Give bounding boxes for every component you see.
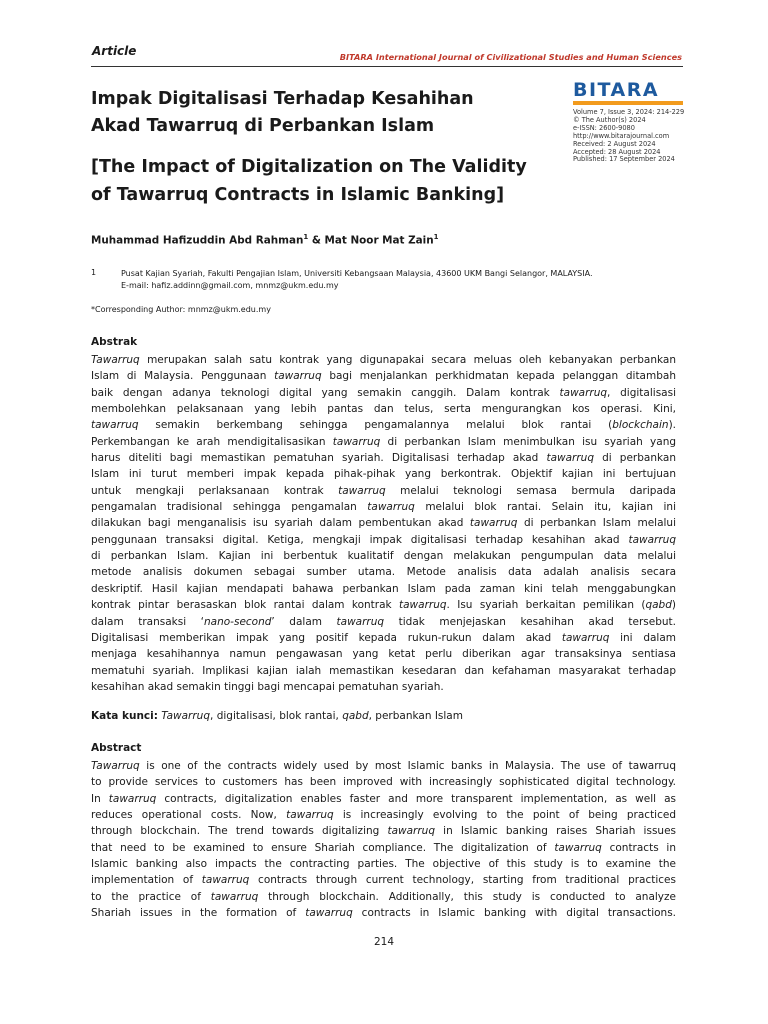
text-line [91, 614, 676, 630]
affiliation-number: 1 [91, 268, 97, 277]
text-line [91, 856, 676, 872]
meta-accepted: Accepted: 28 August 2024 [573, 147, 661, 156]
text-line [91, 417, 676, 433]
text-line [91, 679, 676, 695]
text-line [91, 872, 676, 888]
author-affiliation-mark: 1 [433, 233, 439, 241]
text-line [91, 807, 676, 823]
article-label: Article [92, 44, 137, 58]
affiliation-address: Pusat Kajian Syariah, Fakulti Pengajian Islam, Universiti Kebangsaan Malaysia, 43600 UKM Bangi Selangor, MALAYSIA. [121, 269, 593, 278]
text-run: deskriptif. Hasil kajian mendapati bahawa perbankan Islam pada zaman kini telah menggabungkan [91, 582, 676, 595]
text-run: melalui blok rantai. Selain itu, kajian ini [414, 501, 676, 514]
text-run: ’ dalam [271, 615, 337, 628]
text-line [91, 548, 676, 564]
text-run: bagi menjalankan perkhidmatan kepada pelanggan ditambah [321, 370, 676, 383]
text-line [91, 564, 676, 580]
italic-term: tawarruq [559, 386, 608, 399]
text-line [91, 450, 676, 466]
text-line [91, 663, 676, 679]
text-run: menjaga kesahihannya namun pengawasan yang ketat perlu diberikan agar transaksinya sentiasa [91, 648, 676, 661]
text-line [91, 515, 676, 531]
text-run: metode analisis dokumen sebagai sumber utama. Metode analisis data adalah analisis secara [91, 566, 676, 579]
author-list [91, 233, 439, 246]
text-run: di perbankan [593, 452, 676, 465]
text-run: mematuhi syariah. Implikasi kajian ialah memastikan kesedaran dan kefahaman masyarakat terhadap [91, 664, 676, 677]
italic-term: Tawarruq [91, 354, 140, 366]
text-line [91, 791, 676, 807]
abstract-body [91, 758, 676, 921]
italic-term: tawarruq [367, 501, 415, 514]
text-run: Perkembangan ke arah mendigitalisasikan [91, 435, 333, 448]
corresponding-author: *Corresponding Author: mnmz@ukm.edu.my [91, 305, 271, 314]
italic-term: tawarruq [91, 419, 139, 432]
journal-name: BITARA International Journal of Civilizational Studies and Human Sciences [339, 52, 682, 62]
italic-term: blockchain [612, 419, 669, 432]
text-run: to provide services to customers has been improved with increasingly sophisticated digital technology. [91, 776, 676, 789]
italic-term: tawarruq [336, 615, 385, 628]
text-run: . Isu syariah berkaitan pemilikan ( [446, 599, 646, 612]
abstract-heading: Abstract [91, 742, 142, 754]
meta-eissn: e-ISSN: 2600-9080 [573, 123, 635, 132]
text-run: Islam di Malaysia. Penggunaan [91, 370, 275, 383]
text-line [91, 466, 676, 482]
title-english-line: of Tawarruq Contracts in Islamic Banking] [91, 185, 505, 205]
author-joiner: & [308, 234, 325, 247]
text-run: Shariah issues in the formation of [91, 907, 306, 920]
text-run: contracts, digitalization enables faster and more transparent implementation, as well as [156, 792, 676, 805]
text-run: through blockchain. The trend towards digitalizing [91, 825, 388, 838]
italic-term: tawarruq [210, 890, 259, 903]
italic-term: nano-second [204, 615, 272, 628]
meta-volume: Volume 7, Issue 3, 2024: 214-229 [573, 108, 685, 116]
text-run: In [91, 792, 109, 805]
publication-metadata [573, 109, 684, 164]
text-line [91, 401, 676, 417]
text-run: contracts in Islamic banking with digital transactions. [352, 907, 676, 920]
title-malay-line: Impak Digitalisasi Terhadap Kesahihan [91, 89, 474, 109]
title-malay-line: Akad Tawarruq di Perbankan Islam [91, 116, 435, 136]
text-run: , perbankan Islam [368, 710, 463, 722]
text-run: Islam ini turut memberi impak kepada pihak-pihak yang berkontrak. Objektif kajian ini bertujuan [91, 468, 676, 481]
text-line [91, 532, 676, 548]
text-line [91, 352, 676, 368]
text-run: is one of the contracts widely used by most Islamic banks in Malaysia. The use of tawarruq [139, 760, 676, 772]
text-run: is increasingly evolving to the point of being practiced [333, 809, 676, 822]
title-malay [91, 86, 531, 140]
text-line [91, 889, 676, 905]
meta-copyright: © The Author(s) 2024 [573, 115, 646, 124]
text-run: melalui teknologi semasa bermula daripada [385, 484, 676, 497]
text-line [91, 905, 676, 921]
text-line [91, 385, 676, 401]
abstrak-body [91, 352, 676, 695]
italic-term: qabd [645, 599, 672, 612]
text-line [91, 646, 676, 662]
italic-term: tawarruq [338, 484, 386, 497]
text-line [91, 597, 676, 613]
text-line [91, 840, 676, 856]
journal-logo [573, 80, 683, 105]
text-run: ini dalam [609, 631, 677, 644]
keywords-label: Kata kunci: [91, 710, 158, 722]
affiliation-email: E-mail: hafiz.addinn@gmail.com, mnmz@ukm.edu.my [121, 281, 339, 290]
text-run: kesahihan akad semakin tinggi bagi mencapai pematuhan syariah. [91, 680, 444, 693]
meta-received: Received: 2 August 2024 [573, 139, 656, 148]
meta-published: Published: 17 September 2024 [573, 155, 675, 164]
author-name: Mat Noor Mat Zain [324, 234, 434, 247]
italic-term: qabd [342, 710, 369, 722]
meta-url[interactable]: http://www.bitarajournal.com [573, 131, 670, 140]
text-run: semakin berkembang sehingga pengamalannya melalui blok rantai ( [138, 419, 613, 432]
italic-term: tawarruq [628, 533, 676, 546]
text-run: di perbankan Islam menimbulkan isu syariah yang [380, 435, 677, 448]
italic-term: tawarruq [399, 599, 447, 612]
keywords-list [158, 710, 463, 722]
text-run: to the practice of [91, 890, 211, 903]
text-line [91, 774, 676, 790]
logo-underline [573, 101, 683, 105]
text-line [91, 368, 676, 384]
italic-term: tawarruq [332, 435, 381, 448]
text-run: di perbankan Islam melalui [517, 517, 676, 530]
author-affiliation-mark: 1 [303, 233, 309, 241]
italic-term: tawarruq [286, 809, 334, 822]
text-line [91, 823, 676, 839]
italic-term: tawarruq [387, 825, 435, 838]
title-english [91, 153, 531, 209]
italic-term: Tawarruq [91, 760, 140, 772]
text-run: membolehkan pelaksanaan yang lebih pantas dan telus, serta mengurangkan kos operasi. Kini, [91, 403, 676, 416]
text-run: dalam transaksi ‘ [91, 615, 205, 628]
text-run: ). [668, 419, 676, 432]
text-run: pengamalan tradisional sehingga pengamalan [91, 501, 368, 514]
abstrak-heading: Abstrak [91, 336, 138, 348]
italic-term: tawarruq [546, 452, 594, 465]
page-number: 214 [373, 936, 395, 948]
text-line [91, 758, 676, 774]
text-run: in Islamic banking raises Shariah issues [435, 825, 676, 838]
title-english-line: [The Impact of Digitalization on The Validity [91, 157, 527, 177]
text-run: penggunaan transaksi digital. Ketiga, mengkaji impak digitalisasi terhadap kesahihan akad [91, 533, 629, 546]
text-run: tidak menjejaskan kesahihan akad tersebut. [384, 615, 676, 628]
text-line [91, 434, 676, 450]
text-run: Islamic banking also impacts the contracting parties. The objective of this study is to examine the [91, 858, 676, 871]
text-run: , digitalisasi, blok rantai, [210, 710, 343, 722]
text-run: kontrak pintar berasaskan blok rantai dalam kontrak [91, 599, 399, 612]
text-run: implementation of [91, 874, 202, 887]
text-run: untuk mengkaji perlaksanaan kontrak [91, 484, 339, 497]
italic-term: Tawarruq [161, 710, 211, 722]
italic-term: tawarruq [554, 841, 602, 854]
text-line [91, 581, 676, 597]
text-line [91, 499, 676, 515]
keywords [91, 710, 463, 722]
text-run: baik dengan adanya teknologi digital yang semakin canggih. Dalam kontrak [91, 386, 560, 399]
italic-term: tawarruq [274, 370, 322, 383]
text-run: merupakan salah satu kontrak yang digunapakai secara meluas oleh kebanyakan perbankan [139, 354, 676, 366]
affiliation [121, 268, 592, 292]
text-run: , digitalisasi [607, 386, 676, 399]
text-run: harus diteliti bagi memastikan pematuhan syariah. Digitalisasi terhadap akad [91, 452, 547, 465]
italic-term: tawarruq [561, 631, 610, 644]
text-run: contracts in [601, 841, 676, 854]
text-run: reduces operational costs. Now, [91, 809, 287, 822]
text-run: Digitalisasi memberikan impak yang positif kepada rukun-rukun dalam akad [91, 631, 562, 644]
text-line [91, 483, 676, 499]
text-run: ) [671, 599, 676, 612]
italic-term: tawarruq [108, 792, 157, 805]
text-run: through blockchain. Additionally, this study is conducted to analyze [258, 890, 676, 903]
text-line [91, 630, 676, 646]
logo-text: BITARA [573, 79, 660, 101]
header-divider [91, 66, 683, 67]
text-run: that need to be examined to ensure Shariah compliance. The digitalization of [91, 841, 555, 854]
author-name: Muhammad Hafizuddin Abd Rahman [91, 234, 304, 247]
italic-term: tawarruq [201, 874, 250, 887]
text-run: di perbankan Islam. Kajian ini berbentuk kualitatif dengan melakukan pengumpulan data melalui [91, 550, 676, 563]
text-run: dilakukan bagi menganalisis isu syariah dalam pembentukan akad [91, 517, 470, 530]
italic-term: tawarruq [305, 907, 353, 920]
text-run: contracts through current technology, starting from traditional practices [249, 874, 676, 887]
italic-term: tawarruq [469, 517, 518, 530]
